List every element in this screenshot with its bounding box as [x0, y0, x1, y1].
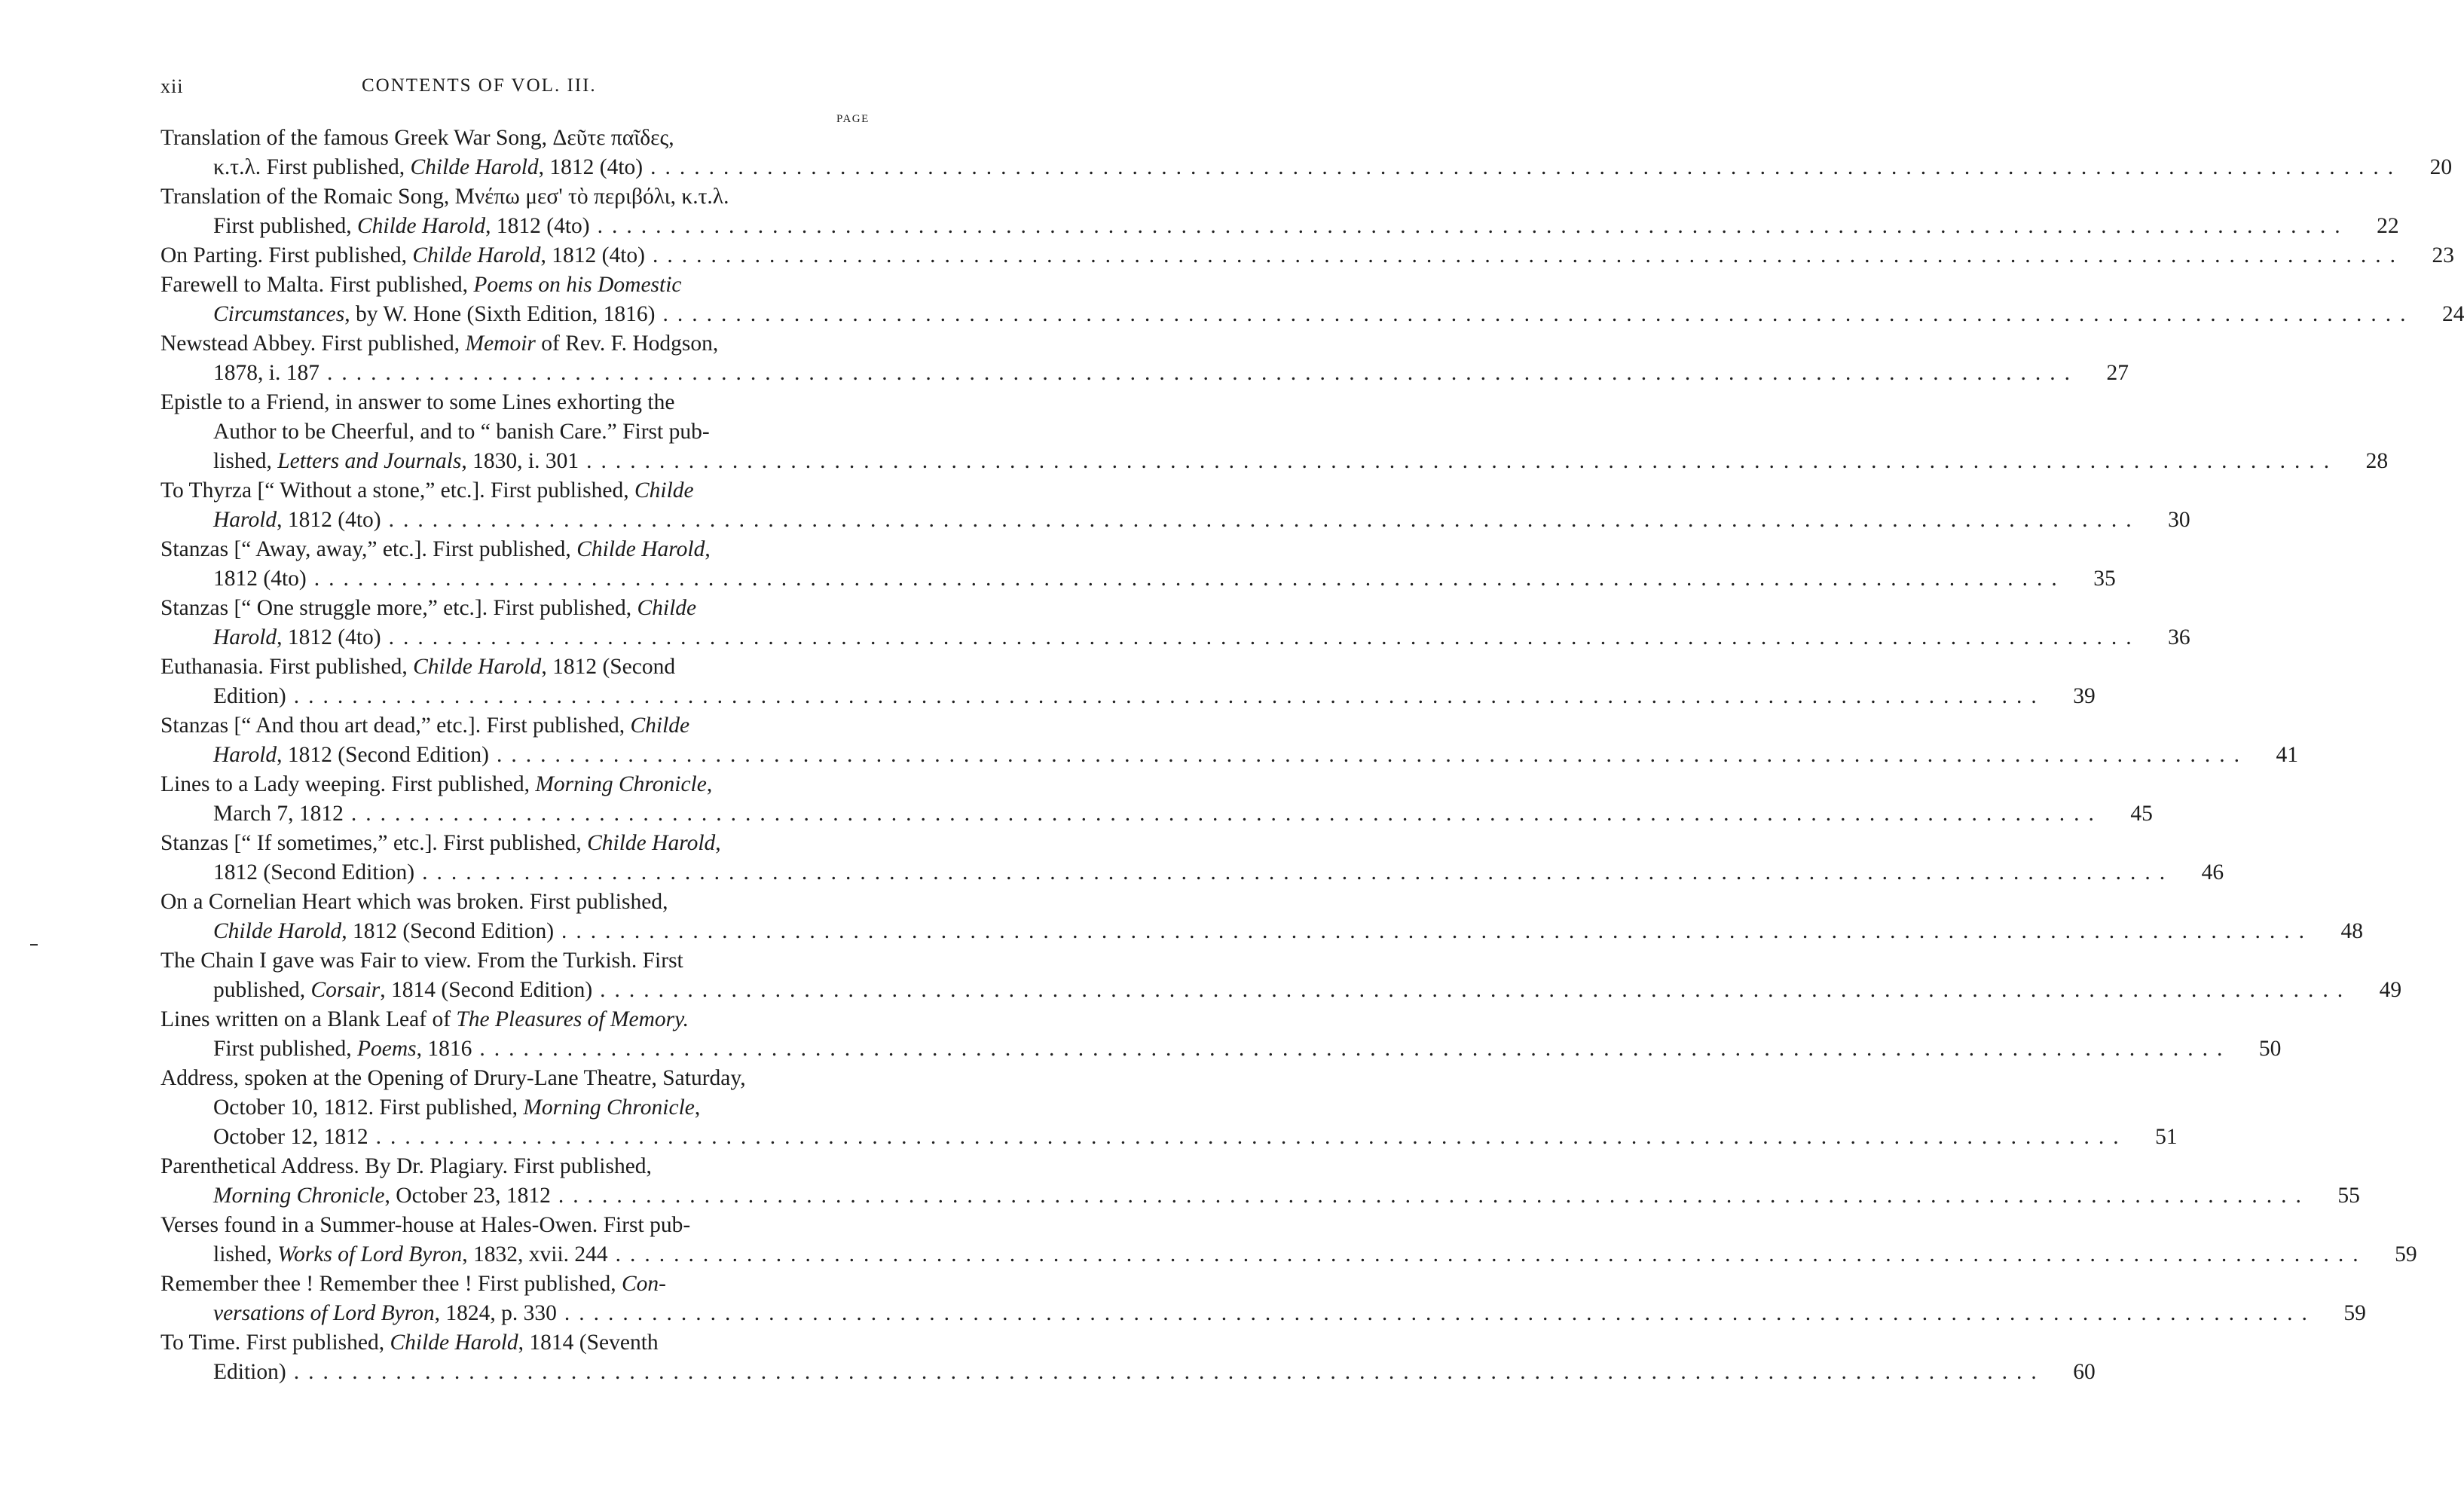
entry-text: [160, 388, 674, 417]
text-run: , 1814 (Seventh: [518, 1331, 659, 1355]
entry-text: [160, 829, 721, 858]
page-number: 41: [2276, 743, 2298, 767]
text-run: 1878, i. 187: [213, 361, 319, 385]
entry-text: [213, 564, 307, 594]
dot-leader: ........................................................................................................................: [375, 1125, 2128, 1149]
entry-text: [160, 182, 729, 212]
contents-entry: [160, 476, 2190, 535]
contents-entry: [160, 535, 2116, 594]
dot-leader: ........................................................................................................................: [662, 302, 2415, 326]
text-run: , 1812 (4to): [538, 155, 644, 179]
entry-line: [160, 1034, 2282, 1064]
contents-list: [160, 124, 2464, 1387]
text-run: Stanzas [“ If sometimes,” etc.]. First published,: [160, 831, 588, 855]
text-run: October 10, 1812. First published,: [213, 1095, 524, 1120]
contents-entry: [160, 124, 2453, 182]
text-run: ,: [694, 1095, 701, 1120]
text-run: March 7, 1812: [213, 802, 344, 826]
text-run: , October 23, 1812: [384, 1184, 551, 1208]
entry-text: [213, 1240, 608, 1269]
dot-leader: ........................................................................................................................: [586, 449, 2339, 473]
text-run: Farewell to Malta. First published,: [160, 273, 474, 297]
text-run: Lines to a Lady weeping. First published,: [160, 772, 536, 796]
page-number: 55: [2337, 1184, 2360, 1208]
entry-text: [213, 212, 590, 241]
italic-title: Childe: [637, 596, 697, 620]
dot-leader: ........................................................................................................................: [653, 243, 2404, 267]
italic-title: Corsair: [310, 978, 381, 1002]
dot-leader: ........................................................................................................................: [561, 919, 2314, 943]
entry-text: [160, 1064, 746, 1093]
entry-line: [160, 1064, 884, 1093]
text-run: , 1812 (Second Edition): [277, 743, 489, 767]
entry-line: [160, 212, 2399, 241]
italic-title: Poems: [356, 1037, 417, 1061]
text-run: Parenthetical Address. By Dr. Plagiary. First published,: [160, 1154, 652, 1178]
text-run: Author to be Cheerful, and to “ banish Care.” First pub-: [213, 420, 710, 444]
entry-line: [160, 1358, 2096, 1387]
entry-text: [213, 858, 414, 888]
text-run: Euthanasia. First published,: [160, 655, 414, 679]
entry-line: [160, 359, 2129, 388]
contents-entry: [160, 888, 2364, 946]
entry-text: [213, 447, 579, 476]
italic-title: Childe Harold: [412, 243, 541, 267]
page-number: 30: [2168, 508, 2190, 532]
contents-entry: [160, 1005, 2282, 1064]
text-run: lished,: [213, 449, 278, 473]
page-number: 39: [2073, 684, 2096, 708]
italic-title: versations of Lord Byron: [213, 1301, 435, 1325]
entry-line: [160, 711, 884, 741]
entry-line: [160, 799, 2153, 829]
entry-text: [213, 506, 381, 535]
text-run: Epistle to a Friend, in answer to some Lines exhorting the: [160, 390, 675, 414]
italic-title: Harold: [213, 625, 277, 649]
text-run: of Rev. F. Hodgson,: [535, 332, 719, 356]
entry-text: [160, 1211, 690, 1240]
dot-leader: ........................................................................................................................: [650, 155, 2403, 179]
entry-line: [160, 1299, 2366, 1328]
entry-line: [160, 1005, 884, 1034]
page-number: 46: [2201, 860, 2224, 885]
entry-line: [160, 506, 2190, 535]
text-run: To Thyrza [“ Without a stone,” etc.]. First published,: [160, 478, 634, 503]
contents-entry: [160, 270, 2464, 329]
italic-title: Morning Chronicle: [523, 1095, 695, 1120]
entry-line: [160, 1328, 884, 1358]
entry-text: [213, 623, 381, 652]
text-run: October 12, 1812: [213, 1125, 368, 1149]
text-run: Edition): [213, 684, 286, 708]
entry-text: [160, 1328, 659, 1358]
text-run: , 1830, i. 301: [461, 449, 579, 473]
entry-text: [213, 1093, 700, 1123]
italic-title: Childe Harold: [587, 831, 716, 855]
dot-leader: ........................................................................................................................: [615, 1242, 2368, 1266]
text-run: published,: [213, 978, 311, 1002]
italic-title: Memoir: [465, 332, 536, 356]
text-run: , 1824, p. 330: [434, 1301, 557, 1325]
page-number: 59: [2395, 1242, 2417, 1266]
entry-text: [160, 770, 712, 799]
entry-line: [160, 388, 884, 417]
dot-leader: ........................................................................................................................: [497, 743, 2248, 767]
text-run: Stanzas [“ And thou art dead,” etc.]. First published,: [160, 713, 631, 738]
italic-title: Childe: [630, 713, 690, 738]
text-run: Remember thee ! Remember thee ! First published,: [160, 1272, 622, 1296]
entry-line: [160, 476, 884, 506]
contents-entry: [160, 1152, 2360, 1211]
entry-line: [160, 770, 884, 799]
entry-line: [160, 417, 884, 447]
entry-text: [213, 1181, 551, 1211]
italic-title: Works of Lord Byron: [277, 1242, 463, 1266]
entry-line: [160, 447, 2389, 476]
text-run: Translation of the Romaic Song, Μνέπω μεσ' τὸ περιβόλι, κ.τ.λ.: [160, 185, 729, 209]
entry-text: [213, 300, 655, 329]
entry-line: [160, 535, 884, 564]
text-run: ,: [706, 772, 713, 796]
text-run: Lines written on a Blank Leaf of: [160, 1007, 457, 1031]
dot-leader: ........................................................................................................................: [388, 508, 2141, 532]
entry-line: [160, 829, 884, 858]
text-run: , 1812 (Second Edition): [341, 919, 555, 943]
dot-leader: ........................................................................................................................: [293, 684, 2046, 708]
italic-title: Childe: [634, 478, 694, 503]
dot-leader: ........................................................................................................................: [313, 567, 2066, 591]
entry-text: [213, 417, 710, 447]
text-run: , 1812 (4to): [277, 625, 381, 649]
text-run: The Chain I gave was Fair to view. From the Turkish. First: [160, 949, 683, 973]
entry-line: [160, 300, 2464, 329]
entry-text: [160, 711, 689, 741]
text-run: On a Cornelian Heart which was broken. First published,: [160, 890, 668, 914]
entry-line: [160, 329, 884, 359]
text-run: , 1812 (4to): [540, 243, 645, 267]
entry-text: [160, 124, 674, 153]
entry-line: [160, 976, 2402, 1005]
text-run: Address, spoken at the Opening of Drury-Lane Theatre, Saturday,: [160, 1066, 746, 1090]
contents-entry: [160, 1211, 2417, 1269]
entry-line: [160, 1181, 2360, 1211]
entry-text: [213, 976, 592, 1005]
entry-text: [213, 1299, 557, 1328]
italic-title: The Pleasures of Memory.: [456, 1007, 689, 1031]
entry-text: [160, 594, 696, 623]
entry-text: [160, 946, 683, 976]
text-run: On Parting. First published,: [160, 243, 413, 267]
italic-title: Childe Harold: [213, 919, 342, 943]
dot-leader: ........................................................................................................................: [350, 802, 2103, 826]
dot-leader: ........................................................................................................................: [326, 361, 2079, 385]
page-number: 24: [2441, 302, 2464, 326]
contents-entry: [160, 770, 2153, 829]
italic-title: Morning Chronicle: [213, 1184, 385, 1208]
contents-entry: [160, 241, 2454, 270]
text-run: Edition): [213, 1360, 286, 1384]
text-run: 1812 (4to): [213, 567, 307, 591]
contents-entry: [160, 711, 2298, 770]
contents-entry: [160, 1269, 2366, 1328]
entry-line: [160, 1269, 884, 1299]
dot-leader: ........................................................................................................................: [388, 625, 2141, 649]
entry-text: [160, 329, 718, 359]
dot-leader: ........................................................................................................................: [558, 1184, 2310, 1208]
page-number: 49: [2379, 978, 2402, 1002]
page-number: 28: [2365, 449, 2389, 473]
italic-title: Childe Harold: [410, 155, 539, 179]
text-run: , 1816: [416, 1037, 472, 1061]
entry-line: [160, 182, 884, 212]
entry-line: [160, 270, 884, 300]
contents-entry: [160, 329, 2129, 388]
entry-text: [160, 241, 645, 270]
entry-text: [160, 476, 694, 506]
entry-text: [213, 1123, 368, 1152]
text-run: lished,: [213, 1242, 278, 1266]
italic-title: Con-: [621, 1272, 666, 1296]
entry-line: [160, 888, 884, 917]
text-run: , 1812 (Second: [541, 655, 676, 679]
text-run: Verses found in a Summer-house at Hales-Owen. First pub-: [160, 1213, 691, 1237]
page-number: 48: [2340, 919, 2364, 943]
entry-text: [213, 682, 286, 711]
text-run: 1812 (Second Edition): [213, 860, 415, 885]
dot-leader: ........................................................................................................................: [422, 860, 2175, 885]
italic-title: Childe Harold: [413, 655, 542, 679]
entry-line: [160, 241, 2454, 270]
entry-text: [213, 799, 344, 829]
entry-text: [213, 741, 489, 770]
text-run: First published,: [213, 214, 357, 238]
dot-leader: ........................................................................................................................: [293, 1360, 2046, 1384]
page-number: 22: [2377, 214, 2399, 238]
text-run: , 1812 (4to): [277, 508, 381, 532]
entry-line: [160, 1152, 884, 1181]
page-number: 23: [2432, 243, 2454, 267]
entry-text: [160, 1269, 666, 1299]
text-run: To Time. First published,: [160, 1331, 390, 1355]
page-number: 35: [2093, 567, 2116, 591]
page-number: 51: [2155, 1125, 2178, 1149]
page-number: 59: [2343, 1301, 2366, 1325]
text-run: Stanzas [“ One struggle more,” etc.]. First published,: [160, 596, 637, 620]
entry-line: [160, 1240, 2417, 1269]
italic-title: Harold: [213, 508, 277, 532]
italic-title: Morning Chronicle: [535, 772, 707, 796]
entry-text: [160, 1005, 689, 1034]
entry-line: [160, 1123, 2178, 1152]
italic-title: Childe Harold: [390, 1331, 518, 1355]
text-run: , 1814 (Second Edition): [380, 978, 593, 1002]
entry-text: [213, 917, 554, 946]
text-run: Stanzas [“ Away, away,” etc.]. First published,: [160, 537, 577, 561]
contents-entry: [160, 946, 2402, 1005]
text-run: , 1832, xvii. 244: [462, 1242, 608, 1266]
contents-entry: [160, 829, 2224, 888]
text-run: , by W. Hone (Sixth Edition, 1816): [344, 302, 656, 326]
italic-title: Harold: [213, 743, 277, 767]
contents-entry: [160, 594, 2190, 652]
italic-title: Childe Harold: [356, 214, 486, 238]
entry-text: [213, 1034, 472, 1064]
entry-line: [160, 741, 2298, 770]
page-number: 60: [2073, 1360, 2096, 1384]
dot-leader: ........................................................................................................................: [600, 978, 2352, 1002]
page-folio: xii: [160, 75, 184, 97]
page-number: 36: [2168, 625, 2190, 649]
entry-line: [160, 564, 2116, 594]
page-column-label: PAGE: [836, 113, 870, 125]
contents-entry: [160, 182, 2399, 241]
text-run: , 1812 (4to): [485, 214, 590, 238]
entry-line: [160, 946, 884, 976]
page-number: 45: [2130, 802, 2153, 826]
entry-text: [213, 1358, 286, 1387]
contents-entry: [160, 1064, 2178, 1152]
dot-leader: ........................................................................................................................: [564, 1301, 2316, 1325]
italic-title: Circumstances: [213, 302, 345, 326]
page-number: 50: [2258, 1037, 2282, 1061]
contents-entry: [160, 1328, 2096, 1387]
entry-line: [160, 858, 2224, 888]
contents-entry: [160, 652, 2096, 711]
text-run: ,: [715, 831, 721, 855]
entry-line: [160, 652, 884, 682]
entry-line: [160, 917, 2364, 946]
margin-mark: [30, 944, 38, 946]
text-run: First published,: [213, 1037, 357, 1061]
italic-title: Childe Harold: [576, 537, 705, 561]
entry-text: [160, 270, 682, 300]
text-run: κ.τ.λ. First published,: [213, 155, 411, 179]
text-run: ,: [705, 537, 711, 561]
entry-line: [160, 623, 2190, 652]
entry-line: [160, 1211, 884, 1240]
entry-text: [160, 535, 711, 564]
entry-text: [160, 1152, 652, 1181]
running-head: CONTENTS OF VOL. III.: [362, 75, 597, 96]
entry-text: [213, 359, 319, 388]
italic-title: Poems on his Domestic: [473, 273, 682, 297]
entry-line: [160, 682, 2096, 711]
text-run: Translation of the famous Greek War Song, Δεῦτε παῖδες,: [160, 126, 674, 150]
entry-line: [160, 153, 2453, 182]
entry-text: [213, 153, 643, 182]
entry-text: [160, 888, 668, 917]
text-run: Newstead Abbey. First published,: [160, 332, 466, 356]
dot-leader: ........................................................................................................................: [597, 214, 2349, 238]
entry-line: [160, 1093, 884, 1123]
page-number: 20: [2429, 155, 2453, 179]
entry-line: [160, 594, 884, 623]
italic-title: Letters and Journals: [277, 449, 462, 473]
entry-line: [160, 124, 884, 153]
dot-leader: ........................................................................................................................: [479, 1037, 2232, 1061]
page-number: 27: [2106, 361, 2129, 385]
contents-entry: [160, 388, 2389, 476]
entry-text: [160, 652, 675, 682]
